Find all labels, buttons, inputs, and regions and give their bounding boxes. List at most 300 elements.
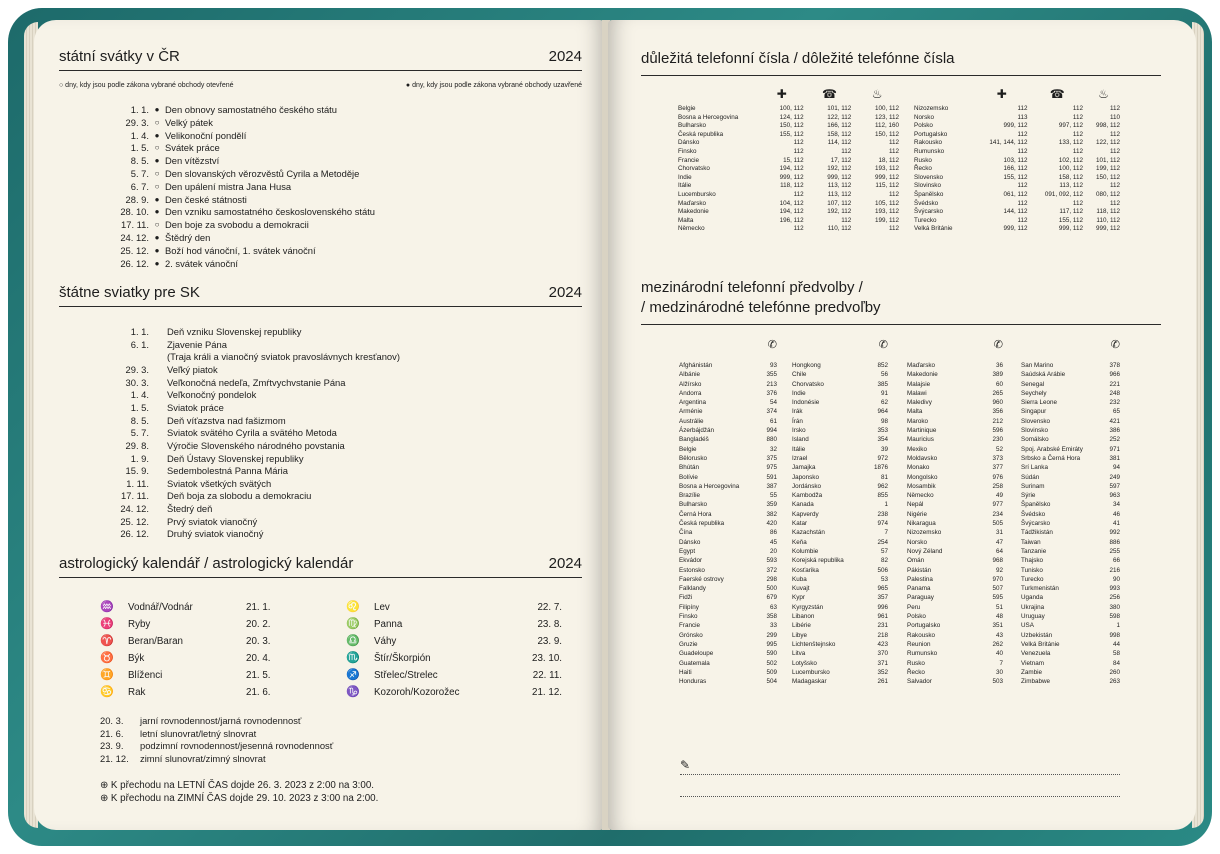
- emergency-number: 107, 112: [827, 199, 852, 207]
- sk-holiday-row: [119, 427, 337, 440]
- emergency-number: 110, 112: [1096, 216, 1120, 224]
- country-name: Česká republika: [679, 520, 725, 528]
- prefix-row: [907, 454, 1003, 463]
- prefix-row: [907, 389, 1003, 398]
- holiday-name: Veľkonočný pondelok: [167, 389, 257, 401]
- country-name: Turecko: [914, 216, 937, 224]
- emergency-number: 112: [1072, 105, 1083, 112]
- holiday-name: Deň Ústavy Slovenskej republiky: [167, 452, 304, 464]
- dial-code: 263: [1109, 678, 1120, 686]
- sk-holiday-row: [119, 465, 288, 478]
- holiday-name: Velký pátek: [165, 116, 213, 128]
- prefix-row: [1021, 510, 1120, 519]
- prefix-row: [792, 631, 888, 640]
- dial-code: 65: [1112, 408, 1120, 416]
- zodiac-name: Panna: [374, 619, 403, 630]
- prefix-row: [1021, 603, 1120, 612]
- country-name: Katar: [792, 520, 808, 528]
- prefix-row: [679, 649, 777, 658]
- country-name: Grónsko: [679, 631, 703, 639]
- country-name: Kapverdy: [792, 510, 819, 518]
- emergency-number: 112: [1109, 199, 1120, 207]
- emergency-number: 100, 112: [779, 105, 804, 112]
- astro-event-row: [100, 728, 333, 741]
- country-name: Belgie: [678, 105, 696, 112]
- country-name: Faerské ostrovy: [679, 575, 724, 583]
- country-name: Andorra: [679, 389, 702, 397]
- country-name: Indie: [792, 389, 806, 397]
- country-name: Rumunsko: [914, 147, 945, 155]
- prefix-row: [792, 370, 888, 379]
- prefix-row: [907, 500, 1003, 509]
- country-name: Bosna a Hercegovina: [678, 113, 739, 121]
- dial-code: 55: [769, 492, 777, 500]
- dial-code: 252: [1109, 436, 1120, 444]
- country-name: Fidži: [679, 594, 693, 602]
- cz-holiday-row: [119, 232, 210, 245]
- dial-code: 48: [995, 613, 1003, 621]
- prefix-row: [792, 398, 888, 407]
- holiday-name: Sedembolestná Panna Mária: [167, 465, 288, 477]
- event-date: 21. 12.: [100, 753, 129, 765]
- shop-status-marker: ○: [154, 220, 160, 230]
- emergency-number: 999, 112: [827, 173, 852, 181]
- dial-code: 598: [1109, 613, 1120, 621]
- sk-holiday-row: [119, 503, 212, 516]
- dial-code: 968: [992, 557, 1003, 565]
- country-name: Austrálie: [679, 417, 704, 425]
- emergency-number: 150, 112: [779, 122, 804, 130]
- country-name: Kuvajt: [792, 585, 810, 593]
- dial-code: 238: [877, 510, 888, 518]
- emergency-row: [912, 165, 1122, 174]
- zodiac-row: [100, 667, 306, 684]
- country-name: Lucembursko: [792, 668, 830, 676]
- dial-code: 374: [766, 408, 777, 416]
- country-name: Chile: [792, 371, 807, 379]
- dial-code: 381: [1109, 454, 1120, 462]
- emergency-number: 141, 144, 112: [989, 139, 1028, 147]
- country-name: Velká Británie: [914, 225, 953, 233]
- emergency-number: 110, 112: [827, 225, 852, 233]
- country-name: Řecko: [914, 165, 932, 173]
- country-name: Libye: [792, 631, 808, 639]
- dial-code: 420: [766, 520, 777, 528]
- prefix-row: [679, 677, 777, 686]
- emergency-row: [676, 165, 901, 174]
- country-name: Honduras: [679, 678, 707, 686]
- prefix-row: [792, 668, 888, 677]
- country-name: Portugalsko: [914, 130, 948, 138]
- emergency-row: [676, 182, 901, 191]
- dial-code: 34: [1112, 501, 1120, 509]
- country-name: Malta: [678, 216, 694, 224]
- dial-code: 357: [877, 594, 888, 602]
- country-name: Arménie: [679, 408, 703, 416]
- country-name: Gruzie: [679, 640, 698, 648]
- holiday-date: 25. 12.: [120, 244, 149, 256]
- emergency-number: 112: [841, 216, 852, 224]
- sk-holiday-row: [119, 440, 345, 453]
- dial-code: 81: [880, 473, 888, 481]
- fire-icon: ♨: [871, 86, 883, 101]
- country-name: Malta: [907, 408, 923, 416]
- zodiac-row: [346, 599, 562, 616]
- emergency-number: 104, 112: [779, 199, 804, 207]
- country-name: Turkmenistán: [1021, 585, 1059, 593]
- country-name: Polsko: [907, 613, 926, 621]
- prefix-row: [679, 659, 777, 668]
- dial-code: 262: [992, 640, 1003, 648]
- emergency-number: 100, 112: [874, 105, 899, 112]
- prefix-row: [679, 361, 777, 370]
- prefix-column-4: [1021, 341, 1120, 686]
- zodiac-row: [100, 650, 306, 667]
- zodiac-name: Váhy: [374, 636, 397, 647]
- prefix-row: [907, 463, 1003, 472]
- holiday-name: Den slovanských věrozvěstů Cyrila a Metoděje: [165, 168, 360, 179]
- holiday-name: Zjavenie Pána: [167, 338, 227, 350]
- holiday-name: Velikonoční pondělí: [165, 129, 247, 141]
- dial-code: 961: [877, 613, 888, 621]
- country-name: Malawi: [907, 389, 927, 397]
- country-name: San Marino: [1021, 362, 1054, 369]
- prefix-row: [907, 584, 1003, 593]
- cz-holidays-heading: [59, 48, 582, 71]
- country-name: Německo: [907, 492, 934, 500]
- country-name: Zimbabwe: [1021, 678, 1051, 686]
- zodiac-date: 21. 1.: [246, 602, 271, 613]
- emergency-number: 158, 112: [1058, 173, 1083, 181]
- country-name: Lotyšsko: [792, 659, 817, 667]
- country-name: Srbsko a Černá Hora: [1021, 454, 1081, 462]
- prefix-row: [1021, 640, 1120, 649]
- emergency-number: 112: [888, 190, 899, 198]
- country-name: Pákistán: [907, 566, 932, 574]
- emergency-number: 113, 112: [827, 190, 852, 198]
- cz-holiday-row: [119, 155, 219, 168]
- dial-code: 378: [1109, 362, 1120, 369]
- zodiac-sign-icon: ♊: [100, 669, 114, 681]
- prefix-row: [679, 482, 777, 491]
- prefix-row: [1021, 519, 1120, 528]
- emergency-number: 112: [888, 139, 899, 147]
- emergency-row: [912, 105, 1122, 114]
- country-name: Finsko: [678, 147, 697, 155]
- country-name: Panama: [907, 585, 931, 593]
- notes-line-2[interactable]: [680, 796, 1120, 797]
- prefix-row: [1021, 677, 1120, 686]
- prefix-row: [679, 500, 777, 509]
- dial-code: 974: [877, 520, 888, 528]
- emergency-number: 112: [841, 147, 852, 155]
- holiday-name: Štědrý den: [165, 232, 211, 243]
- country-name: Švédsko: [914, 199, 939, 207]
- dial-code: 254: [877, 538, 888, 546]
- country-name: Bělorusko: [679, 454, 708, 462]
- country-name: Uzbekistán: [1021, 631, 1053, 639]
- emergency-number: 999, 112: [1003, 225, 1028, 233]
- dial-code: 376: [766, 389, 777, 397]
- sk-holiday-row: [119, 364, 218, 377]
- country-name: Argentina: [679, 399, 706, 407]
- dial-code: 66: [1112, 557, 1120, 565]
- dial-code: 213: [766, 380, 777, 388]
- equinox-list: [100, 715, 333, 766]
- emergency-row: [912, 122, 1122, 131]
- dial-code: 375: [766, 454, 777, 462]
- dial-code: 94: [1112, 464, 1120, 472]
- holiday-date: 6. 7.: [130, 180, 149, 192]
- emergency-number: 199, 112: [1095, 165, 1120, 173]
- zodiac-name: Lev: [374, 602, 390, 613]
- holiday-date: 24. 12.: [120, 503, 149, 515]
- holiday-date: 15. 9.: [125, 465, 149, 477]
- emergency-number: 100, 112: [1058, 165, 1083, 173]
- holiday-date: 1. 5.: [130, 401, 149, 413]
- prefix-row: [1021, 370, 1120, 379]
- prefix-row: [792, 659, 888, 668]
- dial-code: 248: [1109, 389, 1120, 397]
- winter-time-note: ⊕ K přechodu na ZIMNÍ ČAS dojde 29. 10. 2023 z 3:00 na 2:00.: [100, 793, 379, 804]
- zodiac-date: 20. 4.: [246, 653, 271, 664]
- prefix-row: [1021, 538, 1120, 547]
- emergency-number: 112, 160: [874, 122, 899, 130]
- dial-code: 963: [1109, 492, 1120, 500]
- prefix-row: [907, 593, 1003, 602]
- fire-icon: ♨: [1098, 86, 1109, 101]
- prefix-row: [792, 677, 888, 686]
- emergency-number: 115, 112: [875, 182, 899, 190]
- prefix-row: [792, 640, 888, 649]
- emergency-row: [912, 191, 1122, 200]
- country-name: Řecko: [907, 668, 925, 676]
- holiday-date: 5. 7.: [130, 168, 149, 179]
- dial-code: 975: [766, 464, 777, 472]
- country-name: Jamajka: [792, 464, 816, 472]
- prefix-row: [907, 380, 1003, 389]
- prefix-row: [1021, 631, 1120, 640]
- prefix-row: [792, 603, 888, 612]
- zodiac-name: Střelec/Strelec: [374, 670, 438, 681]
- dial-code: 358: [766, 613, 777, 621]
- country-name: Lichtenštejnsko: [792, 640, 836, 648]
- emergency-number: 102, 112: [1058, 156, 1083, 164]
- holiday-date: 30. 3.: [125, 376, 149, 388]
- emergency-number: 158, 112: [827, 130, 852, 138]
- prefix-row: [792, 612, 888, 621]
- dial-code: 212: [992, 417, 1003, 425]
- dial-code: 998: [1109, 631, 1120, 639]
- prefix-row: [1021, 482, 1120, 491]
- dial-code: 962: [877, 482, 888, 490]
- country-name: USA: [1021, 622, 1034, 630]
- cz-holiday-row: [119, 117, 213, 130]
- emergency-number: 117, 112: [1059, 208, 1083, 216]
- emergency-number: 192, 112: [827, 208, 852, 216]
- prefix-row: [1021, 500, 1120, 509]
- dial-code: 965: [877, 585, 888, 593]
- phone-icon: ✆: [993, 339, 1003, 351]
- emergency-number: 112: [1109, 130, 1120, 138]
- prefix-row: [679, 389, 777, 398]
- emergency-number: 105, 112: [874, 199, 899, 207]
- emergency-number: 118, 112: [780, 182, 804, 190]
- country-name: Surinam: [1021, 482, 1045, 490]
- prefix-column-2: [792, 341, 888, 686]
- holiday-name: Štedrý deň: [167, 503, 213, 515]
- country-name: Ekvádor: [679, 557, 703, 565]
- country-name: Bulharsko: [679, 501, 708, 509]
- emergency-number: 123, 112: [874, 113, 899, 121]
- country-name: Seychely: [1021, 389, 1047, 397]
- prefix-row: [907, 417, 1003, 426]
- country-name: Nizozemsko: [907, 529, 942, 537]
- emergency-row: [676, 191, 901, 200]
- country-name: Brazílie: [679, 492, 700, 500]
- dial-code: 49: [995, 492, 1003, 500]
- dial-code: 63: [769, 603, 777, 611]
- dial-code: 90: [1112, 575, 1120, 583]
- dial-code: 20: [769, 547, 777, 555]
- country-name: Bosna a Hercegovina: [679, 482, 740, 490]
- emergency-number: 112: [1017, 147, 1028, 155]
- prefix-row: [792, 519, 888, 528]
- country-name: Francie: [679, 622, 700, 630]
- prefix-row: [679, 547, 777, 556]
- sk-holidays-heading: [59, 284, 582, 307]
- emergency-number: 150, 112: [1095, 173, 1120, 181]
- astro-title: astrologický kalendář / astrologický kalendár: [59, 555, 354, 572]
- dial-code: 1: [884, 501, 888, 509]
- holiday-name: Den upálení mistra Jana Husa: [165, 180, 292, 192]
- prefix-row: [792, 547, 888, 556]
- summer-time-note: ⊕ K přechodu na LETNÍ ČAS dojde 26. 3. 2023 z 2:00 na 3:00.: [100, 780, 374, 791]
- holiday-name: Sviatok všetkých svätých: [167, 477, 272, 489]
- emergency-number: 998, 112: [1095, 122, 1120, 130]
- country-name: Tanzanie: [1021, 547, 1047, 555]
- notes-line-1[interactable]: [680, 774, 1120, 775]
- country-name: Taiwan: [1021, 538, 1041, 546]
- emergency-number: 112: [1017, 105, 1028, 112]
- dial-code: 30: [995, 668, 1003, 676]
- prefix-row: [792, 575, 888, 584]
- dial-code: 51: [995, 603, 1003, 611]
- prefix-row: [907, 603, 1003, 612]
- emergency-number: 193, 112: [874, 165, 899, 173]
- cz-holidays-title: státní svátky v ČR: [59, 48, 180, 65]
- prefix-row: [792, 528, 888, 537]
- emergency-row: [676, 122, 901, 131]
- sk-holiday-row: [119, 516, 257, 529]
- zodiac-sign-icon: ♐: [346, 669, 360, 681]
- country-name: Dánsko: [678, 139, 700, 147]
- emergency-number: 101, 112: [1095, 156, 1120, 164]
- country-name: Kypr: [792, 594, 805, 602]
- holiday-date: 5. 7.: [130, 427, 149, 439]
- country-name: Libérie: [792, 622, 811, 630]
- emergency-row: [912, 200, 1122, 209]
- prefix-row: [792, 463, 888, 472]
- prefix-row: [792, 649, 888, 658]
- dial-code: 380: [1109, 603, 1120, 611]
- emergency-number: 194, 112: [779, 208, 804, 216]
- prefix-row: [1021, 417, 1120, 426]
- zodiac-sign-icon: ♎: [346, 635, 360, 647]
- emergency-row: [912, 174, 1122, 183]
- prefix-row: [1021, 389, 1120, 398]
- country-name: Zambie: [1021, 668, 1042, 676]
- prefix-row: [679, 668, 777, 677]
- dial-code: 372: [766, 566, 777, 574]
- dial-code: 234: [992, 510, 1003, 518]
- dial-code: 86: [769, 529, 777, 537]
- prefix-row: [792, 426, 888, 435]
- dial-code: 298: [766, 575, 777, 583]
- prefix-row: [907, 370, 1003, 379]
- prefix-row: [907, 566, 1003, 575]
- prefix-row: [792, 510, 888, 519]
- emergency-row: [676, 157, 901, 166]
- country-name: Maroko: [907, 417, 928, 425]
- dial-code: 596: [992, 427, 1003, 435]
- country-name: Portugalsko: [907, 622, 941, 630]
- prefix-row: [679, 528, 777, 537]
- country-name: Palestina: [907, 575, 933, 583]
- emergency-number: 113: [1017, 113, 1028, 121]
- country-name: Kyrgyzstán: [792, 603, 824, 611]
- prefix-row: [679, 575, 777, 584]
- country-name: Švýcarsko: [1021, 520, 1051, 528]
- zodiac-date: 21. 6.: [246, 687, 271, 698]
- prefix-row: [792, 584, 888, 593]
- dial-code: 1876: [873, 464, 888, 472]
- country-name: Kambodža: [792, 492, 823, 500]
- dial-code: 7: [884, 529, 888, 537]
- country-name: Senegal: [1021, 380, 1045, 388]
- dial-code: 503: [992, 678, 1003, 686]
- prefix-row: [1021, 593, 1120, 602]
- prefix-row: [907, 473, 1003, 482]
- holiday-name: Deň boja za slobodu a demokraciu: [167, 490, 312, 502]
- prefix-row: [1021, 445, 1120, 454]
- prefix-row: [679, 454, 777, 463]
- country-name: Venezuela: [1021, 650, 1051, 658]
- country-name: Reunion: [907, 640, 931, 648]
- dial-code: 970: [992, 575, 1003, 583]
- emergency-row: [676, 105, 901, 114]
- country-name: Afghánistán: [679, 362, 713, 369]
- emergency-row: [676, 217, 901, 226]
- dial-code: 506: [877, 566, 888, 574]
- astro-event-row: [100, 715, 333, 728]
- prefix-row: [1021, 556, 1120, 565]
- dial-code: 977: [992, 501, 1003, 509]
- sk-holiday-note: (Traja králi a vianočný sviatok pravoslávnych kresťanov): [167, 351, 400, 362]
- dial-code: 43: [995, 631, 1003, 639]
- dial-code: 385: [877, 380, 888, 388]
- dial-code: 355: [766, 371, 777, 379]
- country-name: Malajsie: [907, 380, 931, 388]
- dial-code: 389: [992, 371, 1003, 379]
- holiday-date: 8. 5.: [130, 414, 149, 426]
- country-name: Kolumbie: [792, 547, 819, 555]
- emergency-row: [676, 131, 901, 140]
- dial-code: 995: [766, 640, 777, 648]
- dial-code: 994: [766, 427, 777, 435]
- emergency-number: 112: [1109, 105, 1120, 112]
- dial-code: 880: [766, 436, 777, 444]
